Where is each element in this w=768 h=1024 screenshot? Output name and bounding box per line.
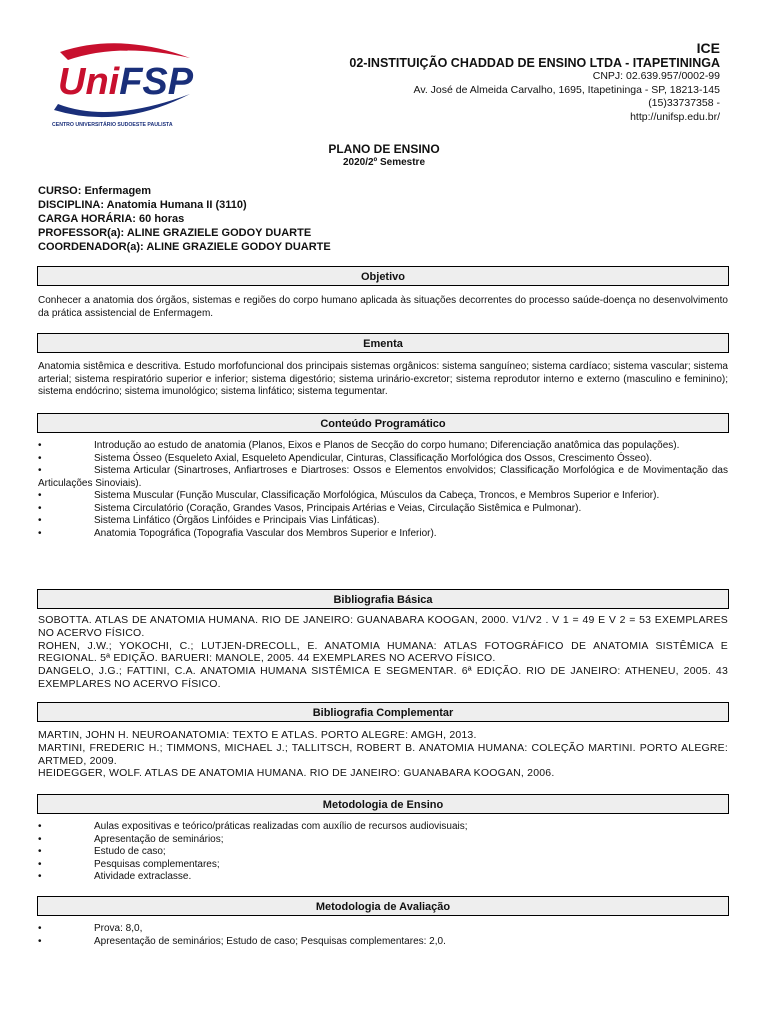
workload: CARGA HORÁRIA: 60 horas bbox=[38, 213, 185, 225]
list-item: • Apresentação de seminários; bbox=[38, 833, 224, 845]
ice-label: ICE bbox=[696, 40, 720, 56]
list-item: • Pesquisas complementares; bbox=[38, 858, 220, 870]
list-item: • Anatomia Topográfica (Topografia Vascular dos Membros Superior e Inferior). bbox=[38, 527, 437, 539]
reference-item: MARTINI, FREDERIC H.; TIMMONS, MICHAEL J.; TALLITSCH, ROBERT B. ANATOMIA HUMANA: COLEÇÃO MARTINI. PORTO ALEGRE: ARTMED, 2009. bbox=[38, 741, 728, 767]
list-item: • Sistema Muscular (Função Muscular, Classificação Morfológica, Músculos da Cabeça, Troncos, e Membros Superior e Inferior). bbox=[38, 490, 660, 501]
logo-subtitle: CENTRO UNIVERSITÁRIO SUDOESTE PAULISTA bbox=[52, 122, 173, 128]
list-item: • Aulas expositivas e teórico/práticas realizadas com auxílio de recursos audiovisuais; bbox=[38, 821, 468, 832]
reference-item: MARTIN, JOHN H. NEUROANATOMIA: TEXTO E ATLAS. PORTO ALEGRE: AMGH, 2013. bbox=[38, 729, 477, 741]
list-item: • Sistema Ósseo (Esqueleto Axial, Esqueleto Apendicular, Cinturas, Classificação Morfológica dos Ossos, Crescimento Ósseo). bbox=[38, 452, 653, 464]
phone: (15)33737358 - bbox=[648, 97, 720, 109]
section-header-bibliografia-complementar: Bibliografia Complementar bbox=[37, 702, 729, 722]
institution-header bbox=[349, 40, 720, 124]
list-item: • Introdução ao estudo de anatomia (Planos, Eixos e Planos de Secção do corpo humano; Diferenciação anatômica das populações). bbox=[38, 440, 680, 451]
ementa-text: Anatomia sistêmica e descritiva. Estudo morfofuncional dos principais sistemas orgânicos: sistema sanguíneo; sistema cardíaco; sistema vascular; sistema arterial; sistema respiratório superior e inferior; sistema digestório; sistema urinário-excretor; sistema reprodutor interno e externo (masculino e feminino); sistema endócrino; sistema imunológico; sistema linfático; sistema tegumentar. bbox=[38, 361, 728, 397]
logo-swoosh-top bbox=[60, 43, 190, 60]
objetivo-text: Conhecer a anatomia dos órgãos, sistemas e regiões do corpo humano aplicada às situações decorrentes do processo saúde-doença no desenvolvimento da prática assistencial de Enfermagem. bbox=[38, 295, 728, 319]
list-item: • Apresentação de seminários; Estudo de caso; Pesquisas complementares: 2,0. bbox=[38, 935, 446, 947]
address: Av. José de Almeida Carvalho, 1695, Itapetininga - SP, 18213-145 bbox=[413, 83, 720, 96]
plan-semester: 2020/2º Semestre bbox=[342, 157, 426, 168]
logo-text: UniFSP bbox=[58, 61, 194, 103]
professor: PROFESSOR(a): ALINE GRAZIELE GODOY DUARTE bbox=[38, 227, 312, 239]
list-item: • Sistema Linfático (Órgãos Linfóides e Principais Vias Linfáticas). bbox=[38, 515, 380, 526]
bibliografia-basica bbox=[38, 614, 728, 691]
section-header-ementa: Ementa bbox=[37, 333, 729, 353]
list-item: • Prova: 8,0, bbox=[38, 923, 143, 934]
list-item: • Sistema Circulatório (Coração, Grandes Vasos, Principais Artérias e Veias, Circulação Sistêmica e Pulmonar). bbox=[38, 502, 582, 514]
list-item: • Sistema Articular (Sinartroses, Anfiartroses e Diartroses: Ossos e Elementos envolvidos; Classificação Morfológica e de Movimentação das Articulações Sinoviais). bbox=[38, 465, 728, 489]
reference-item: HEIDEGGER, WOLF. ATLAS DE ANATOMIA HUMANA. RIO DE JANEIRO: GUANABARA KOOGAN, 2006. bbox=[38, 767, 555, 780]
conteudo-list bbox=[38, 440, 728, 540]
reference-item: ROHEN, J.W.; YOKOCHI, C.; LUTJEN-DRECOLL, E. ANATOMIA HUMANA: ATLAS FOTOGRÁFICO DE ANATOMIA SISTÊMICA E REGIONAL. 5ª EDIÇÃO. BARUERI: MANOLE, 2005. 44 EXEMPLARES NO ACERVO FÍSICO. bbox=[38, 639, 728, 665]
section-header-metodologia-ensino: Metodologia de Ensino bbox=[37, 794, 729, 814]
course-info bbox=[38, 184, 331, 254]
metodologia-avaliacao-list bbox=[38, 923, 728, 948]
coordinator: COORDENADOR(a): ALINE GRAZIELE GODOY DUARTE bbox=[38, 241, 331, 253]
reference-item: DANGELO, J.G.; FATTINI, C.A. ANATOMIA HUMANA SISTÊMICA E SEGMENTAR. 6ª EDIÇÃO. RIO DE JANEIRO: ATHENEU, 2005. 43 EXEMPLARES NO ACERVO FÍSICO. bbox=[38, 665, 728, 690]
list-item: • Atividade extraclasse. bbox=[38, 871, 192, 882]
section-header-objetivo: Objetivo bbox=[37, 266, 729, 286]
discipline: DISCIPLINA: Anatomia Humana II (3110) bbox=[38, 199, 247, 211]
plan-title: PLANO DE ENSINO bbox=[328, 142, 440, 156]
website: http://unifsp.edu.br/ bbox=[630, 110, 720, 123]
section-header-conteudo: Conteúdo Programático bbox=[37, 413, 729, 433]
institution-name: 02-INSTITUIÇÃO CHADDAD DE ENSINO LTDA - ITAPETININGA bbox=[349, 56, 720, 70]
reference-item: SOBOTTA. ATLAS DE ANATOMIA HUMANA. RIO DE JANEIRO: GUANABARA KOOGAN, 2000. V1/V2 . V 1 = 49 E V 2 = 53 EXEMPLARES NO ACERVO FÍSICO. bbox=[38, 614, 728, 639]
metodologia-ensino-list bbox=[38, 821, 728, 884]
section-header-metodologia-avaliacao: Metodologia de Avaliação bbox=[37, 896, 729, 916]
cnpj: CNPJ: 02.639.957/0002-99 bbox=[592, 70, 720, 82]
unifsp-logo bbox=[40, 38, 200, 130]
bibliografia-complementar bbox=[38, 729, 728, 780]
course-name: CURSO: Enfermagem bbox=[38, 185, 152, 197]
section-header-bibliografia-basica: Bibliografia Básica bbox=[37, 589, 729, 609]
list-item: • Estudo de caso; bbox=[38, 846, 166, 857]
